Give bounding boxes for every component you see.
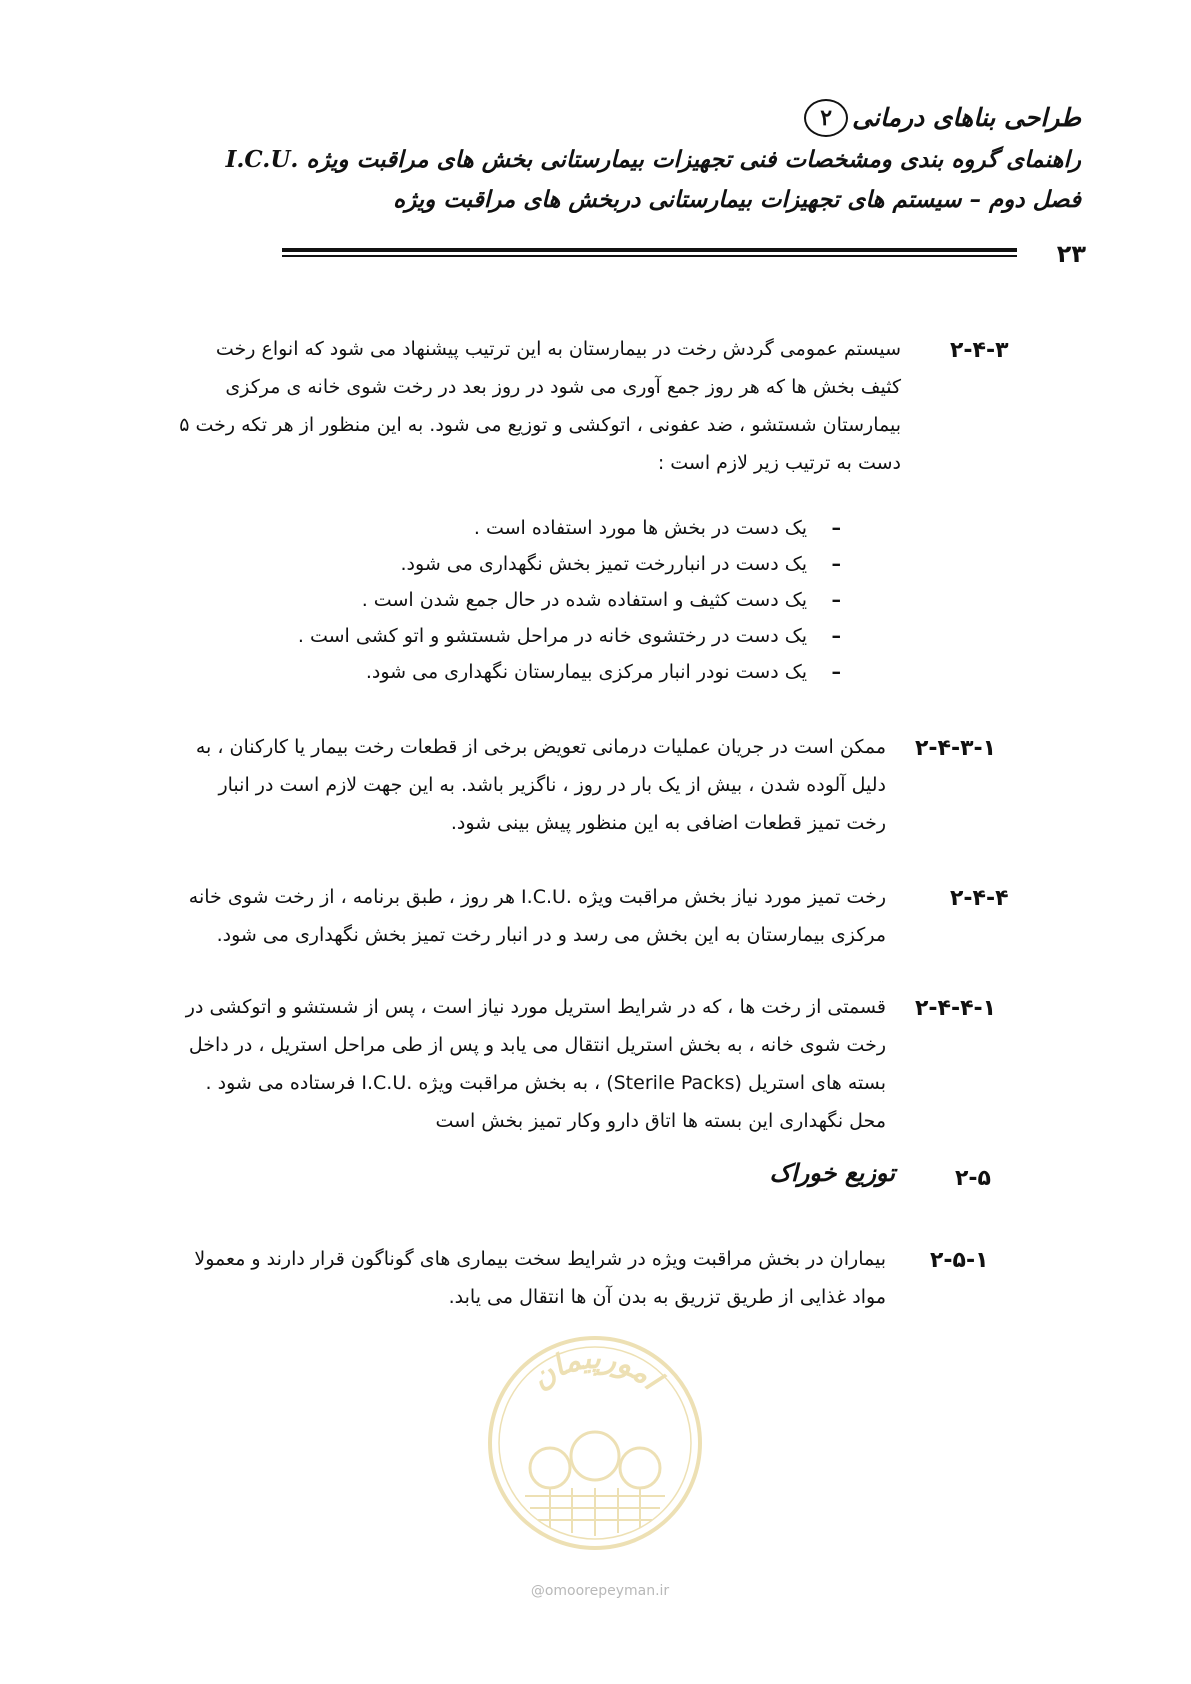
paragraph-line: کثیف بخش ها که هر روز جمع آوری می شود در روز بعد در رخت شوی خانه ی مرکزی bbox=[225, 376, 901, 398]
watermark-logo-text: امورپیمان bbox=[524, 1340, 668, 1397]
section-number-2-4-3: ۲-۴-۳ bbox=[950, 338, 1009, 363]
list-item: –یک دست در بخش ها مورد استفاده است . bbox=[473, 517, 841, 539]
section-number-2-5: ۲-۵ bbox=[955, 1166, 991, 1191]
header-line-1 bbox=[221, 96, 1081, 140]
paragraph-line: قسمتی از رخت ها ، که در شرایط استریل مورد نیاز است ، پس از شستشو و اتوکشی در bbox=[185, 996, 886, 1018]
watermark-url: @omoorepeyman.ir bbox=[530, 1583, 670, 1599]
page-header bbox=[221, 96, 1081, 220]
paragraph-line: دلیل آلوده شدن ، بیش از یک بار در روز ، ناگزیر باشد. به این جهت لازم است در انبار bbox=[218, 774, 886, 796]
paragraph-2-4-4 bbox=[189, 878, 886, 954]
paragraph-2-4-3-1 bbox=[196, 728, 886, 842]
section-number-2-4-4-1: ۲-۴-۴-۱ bbox=[915, 996, 997, 1021]
volume-number-circle: ۲ bbox=[804, 99, 848, 137]
header-line-2: راهنمای گروه بندی ومشخصات فنی تجهیزات بیمارستانی بخش های مراقبت ویژه .I.C.U bbox=[225, 146, 1081, 173]
paragraph-line: ممکن است در جریان عملیات درمانی تعویض برخی از قطعات رخت بیمار یا کارکنان ، به bbox=[195, 736, 886, 758]
paragraph-line: بیمارستان شستشو ، ضد عفونی ، اتوکشی و توزیع می شود. به این منظور از هر تکه رخت ۵ bbox=[179, 414, 901, 436]
paragraph-line: محل نگهداری این بسته ها اتاق دارو وکار تمیز بخش است bbox=[435, 1110, 886, 1132]
paragraph-line: رخت تمیز مورد نیاز بخش مراقبت ویژه .I.C.U هر روز ، طبق برنامه ، از رخت شوی خانه bbox=[188, 886, 886, 908]
list-item: –یک دست در انباررخت تمیز بخش نگهداری می شود. bbox=[400, 553, 841, 575]
paragraph-line: بیماران در بخش مراقبت ویژه در شرایط سخت بیماری های گوناگون قرار دارند و معمولا bbox=[194, 1248, 886, 1270]
paragraph-2-4-3 bbox=[179, 330, 901, 482]
list-item: –یک دست کثیف و استفاده شده در حال جمع شدن است . bbox=[361, 589, 841, 611]
section-title-2-5: توزیع خوراک bbox=[769, 1158, 895, 1187]
section-number-2-4-4: ۲-۴-۴ bbox=[950, 886, 1009, 911]
list-item: –یک دست نودر انبار مرکزی بیمارستان نگهداری می شود. bbox=[365, 661, 841, 683]
paragraph-line: دست به ترتیب زیر لازم است : bbox=[657, 452, 901, 474]
header-title: طراحی بناهای درمانی bbox=[852, 103, 1081, 132]
paragraph-2-5-1 bbox=[194, 1240, 886, 1316]
header-line-3: فصل دوم – سیستم های تجهیزات بیمارستانی دربخش های مراقبت ویژه bbox=[393, 186, 1081, 213]
paragraph-line: رخت شوی خانه ، به بخش استریل انتقال می یابد و پس از طی مراحل استریل ، در داخل bbox=[188, 1034, 886, 1056]
section-number-2-4-3-1: ۲-۴-۳-۱ bbox=[915, 736, 997, 761]
watermark-logo bbox=[480, 1328, 710, 1558]
paragraph-line: مرکزی بیمارستان به این بخش می رسد و در انبار رخت تمیز بخش نگهداری می شود. bbox=[216, 924, 886, 946]
paragraph-line: سیستم عمومی گردش رخت در بیمارستان به این ترتیب پیشنهاد می شود که انواع رخت bbox=[215, 338, 901, 360]
paragraph-line: رخت تمیز قطعات اضافی به این منظور پیش بینی شود. bbox=[450, 812, 886, 834]
page-number: ۲۳ bbox=[1056, 240, 1086, 268]
paragraph-2-4-4-1 bbox=[186, 988, 886, 1140]
header-rule bbox=[282, 248, 1017, 257]
section-number-2-5-1: ۲-۵-۱ bbox=[930, 1248, 989, 1273]
list-item: –یک دست در رختشوی خانه در مراحل شستشو و اتو کشی است . bbox=[297, 625, 841, 647]
paragraph-line: بسته های استریل (Sterile Packs) ، به بخش مراقبت ویژه .I.C.U فرستاده می شود . bbox=[205, 1072, 886, 1094]
paragraph-line: مواد غذایی از طریق تزریق به بدن آن ها انتقال می یابد. bbox=[448, 1286, 886, 1308]
bullet-list bbox=[298, 510, 841, 690]
